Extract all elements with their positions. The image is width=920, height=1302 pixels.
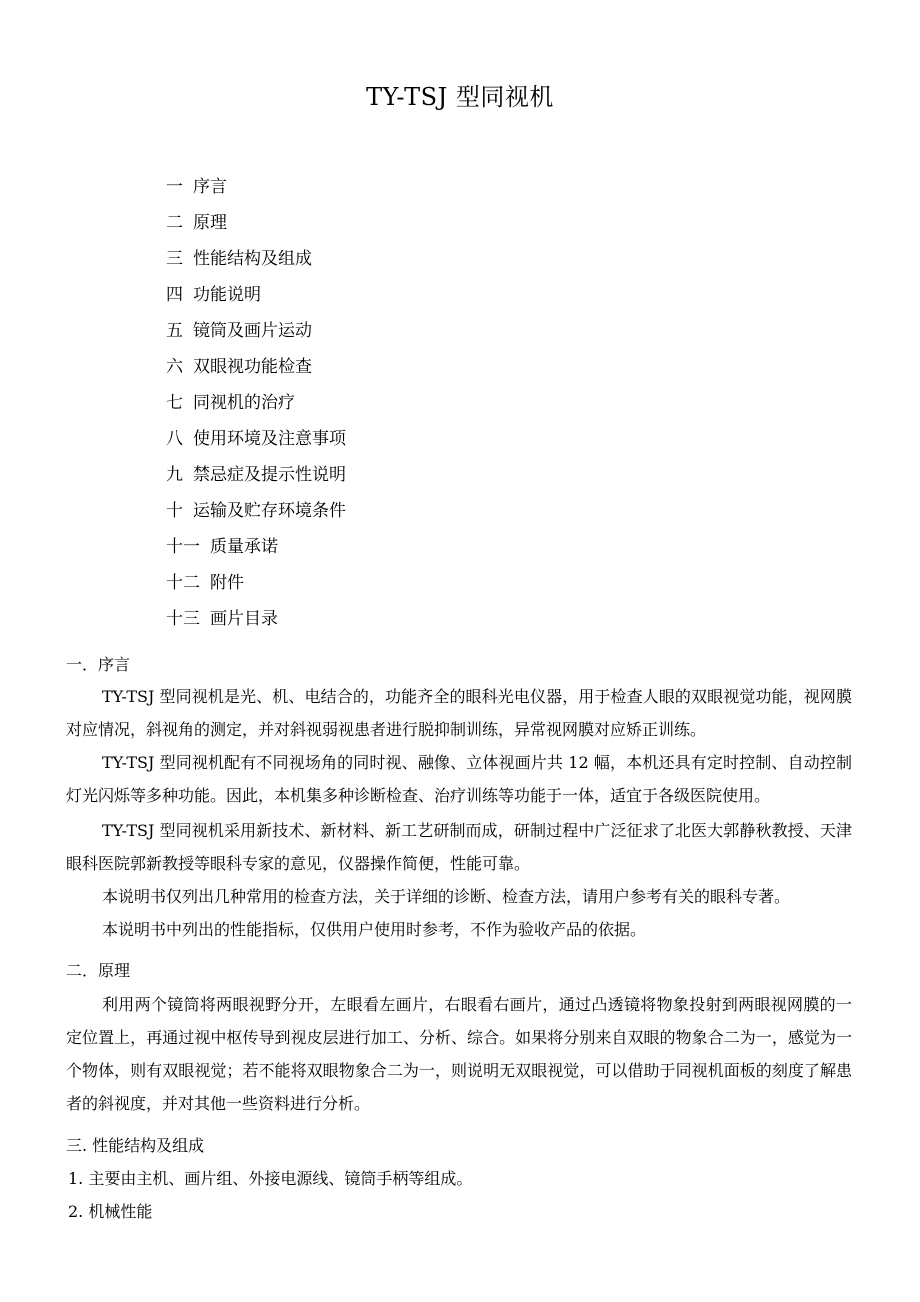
toc-item-label: 镜筒及画片运动	[193, 321, 312, 341]
toc-item-number: 五	[166, 321, 183, 341]
toc-item-label: 双眼视功能检查	[193, 357, 312, 377]
toc-item	[166, 390, 346, 426]
toc-item	[166, 354, 346, 390]
toc-item-label: 原理	[193, 213, 227, 233]
toc-item-label: 画片目录	[210, 609, 278, 629]
toc-item	[166, 498, 346, 534]
toc-item-number: 九	[166, 465, 183, 485]
section-heading-preface: 一．序言	[66, 655, 131, 674]
preface-paragraph: 本说明书中列出的性能指标，仅供用户使用时参考，不作为验收产品的依据。	[102, 920, 647, 939]
toc-item	[166, 282, 346, 318]
preface-paragraph: 本说明书仅列出几种常用的检查方法，关于详细的诊断、检查方法，请用户参考有关的眼科专著。	[102, 887, 791, 906]
toc-item	[166, 318, 346, 354]
toc-item-label: 质量承诺	[210, 537, 278, 557]
section-heading-principle: 二．原理	[66, 961, 131, 980]
toc-item-label: 运输及贮存环境条件	[193, 501, 346, 521]
toc-item	[166, 426, 346, 462]
toc-item-label: 同视机的治疗	[193, 393, 295, 413]
toc-item	[166, 606, 346, 642]
toc-item-number: 一	[166, 177, 183, 197]
principle-paragraph: 利用两个镜筒将两眼视野分开，左眼看左画片，右眼看右画片，通过凸透镜将物象投射到两眼视网膜的一定位置上，再通过视中枢传导到视皮层进行加工、分析、综合。如果将分别来自双眼的物象合二为一，感觉为一个物体，则有双眼视觉；若不能将双眼物象合二为一，则说明无双眼视觉，可以借助于同视机面板的刻度了解患者的斜视度，并对其他一些资料进行分析。	[66, 995, 852, 1113]
toc-item-number: 十三	[166, 609, 200, 629]
toc-item-number: 四	[166, 285, 183, 305]
toc-item-number: 七	[166, 393, 183, 413]
toc-item-number: 二	[166, 213, 183, 233]
toc-item-label: 性能结构及组成	[193, 249, 312, 269]
toc-item	[166, 246, 346, 282]
structure-list-item: 1. 主要由主机、画片组、外接电源线、镜筒手柄等组成。	[68, 1169, 473, 1188]
toc-item-label: 附件	[210, 573, 244, 593]
document-title: TY-TSJ 型同视机	[366, 83, 554, 111]
toc-item	[166, 570, 346, 606]
toc-item	[166, 534, 346, 570]
toc-item-number: 十一	[166, 537, 200, 557]
toc-item	[166, 174, 346, 210]
toc-item-label: 功能说明	[193, 285, 261, 305]
toc-item-label: 序言	[193, 177, 227, 197]
preface-paragraph: TY-TSJ 型同视机是光、机、电结合的，功能齐全的眼科光电仪器，用于检查人眼的双眼视觉功能，视网膜对应情况，斜视角的测定，并对斜视弱视患者进行脱抑制训练，异常视网膜对应矫正训练。	[66, 687, 852, 739]
toc-item-number: 六	[166, 357, 183, 377]
preface-paragraph: TY-TSJ 型同视机采用新技术、新材料、新工艺研制而成，研制过程中广泛征求了北医大郭静秋教授、天津眼科医院郭新教授等眼科专家的意见，仪器操作简便，性能可靠。	[66, 821, 852, 873]
toc-item	[166, 210, 346, 246]
toc-item-label: 禁忌症及提示性说明	[193, 465, 346, 485]
toc-item-number: 八	[166, 429, 183, 449]
toc-item-number: 十	[166, 501, 183, 521]
structure-list-item: 2. 机械性能	[68, 1202, 153, 1221]
table-of-contents	[166, 174, 346, 642]
toc-item-number: 十二	[166, 573, 200, 593]
section-heading-structure: 三. 性能结构及组成	[66, 1136, 205, 1155]
toc-item-number: 三	[166, 249, 183, 269]
preface-paragraph: TY-TSJ 型同视机配有不同视场角的同时视、融像、立体视画片共 12 幅，本机还具有定时控制、自动控制灯光闪烁等多种功能。因此，本机集多种诊断检查、治疗训练等功能于一体，适宜于各级医院使用。	[66, 753, 852, 805]
toc-item	[166, 462, 346, 498]
toc-item-label: 使用环境及注意事项	[193, 429, 346, 449]
